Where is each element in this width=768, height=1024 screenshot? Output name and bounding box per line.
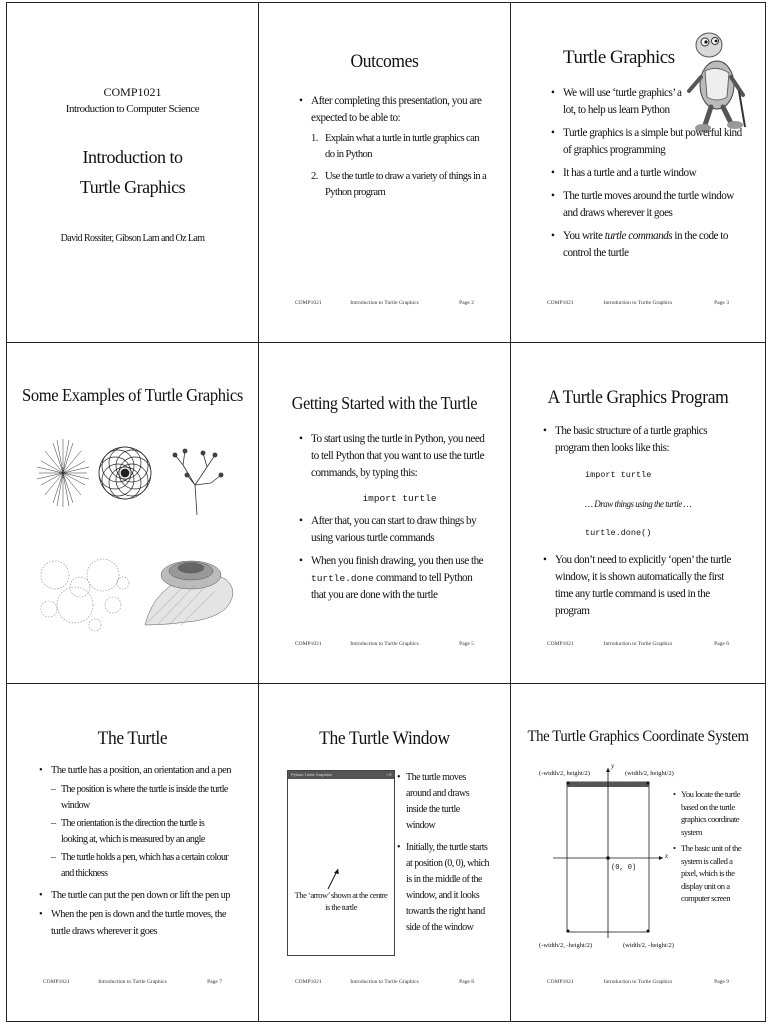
slide9-bullets: [673, 788, 745, 911]
slide3-bullets: [551, 85, 743, 268]
coord-label-top-right: (width/2, height/2): [625, 770, 674, 777]
coord-label-bottom-left: (-width/2, -height/2): [539, 942, 593, 949]
slide6-middle-text: … Draw things using the turtle …: [585, 499, 692, 509]
slide7-bullet: [39, 906, 232, 940]
slide1-authors: David Rossiter, Gibson Lam and Oz Lam: [60, 233, 205, 244]
slide5-code: import turtle: [362, 493, 437, 504]
footer-page: Page 6: [714, 641, 729, 647]
slide8-bullet-text: The turtle moves around and draws inside the turtle window: [406, 772, 470, 831]
footer-course: COMP1021: [295, 300, 322, 306]
slide1-title-line1: Introduction to: [82, 147, 183, 167]
slide-1: [6, 2, 259, 343]
slide3-bullet-text: Turtle graphics is a simple but powerful kind of graphics programming: [563, 127, 742, 156]
turtle-window-title: Python Turtle Graphics: [291, 772, 332, 777]
slide7-sub-item: [51, 816, 232, 847]
slide3-bullet: [551, 188, 743, 222]
slide3-bullet: [551, 125, 743, 159]
slide3-bullet-text: We will use ‘turtle graphics’ a lot, to help us learn Python: [563, 87, 682, 116]
handout-grid: [6, 2, 766, 1022]
slide-8: [258, 683, 511, 1022]
slide5-b3-post: command to tell Python that you are done with the turtle: [311, 572, 473, 601]
footer-page: Page 5: [459, 641, 474, 647]
slide3-b5-em: turtle commands: [604, 230, 673, 242]
slide4-title: Some Examples of Turtle Graphics: [22, 385, 243, 405]
footer-course: COMP1021: [547, 300, 574, 306]
slide5-bullet-text: After that, you can start to draw things by using various turtle commands: [311, 515, 477, 544]
slide5-b3-pre: When you finish drawing, you then use the: [311, 555, 484, 567]
slide6-bullet-text: You don’t need to explicitly ‘open’ the turtle window, it is shown automatically the first time any turtle command is used in the program: [555, 554, 731, 617]
footer-page: Page 8: [459, 979, 474, 985]
slide6-bullet: [543, 552, 741, 620]
fractal-tree: [173, 449, 223, 515]
coord-origin-label: (0, 0): [611, 864, 637, 872]
slide8-title: The Turtle Window: [319, 728, 450, 749]
slide3-bullet: [551, 85, 743, 119]
turtle-examples-illustration: [35, 425, 235, 645]
slide3-title: Turtle Graphics: [563, 47, 675, 68]
slide-7: [6, 683, 259, 1022]
coord-x-axis-label: x: [665, 852, 669, 860]
slide2-title: Outcomes: [350, 51, 419, 72]
slide-5: [258, 342, 511, 684]
slide7-bullet-text: When the pen is down and the turtle moves, the turtle draws wherever it goes: [51, 909, 226, 937]
dotted-circles: [41, 559, 129, 631]
footer-topic: Introduction to Turtle Graphics: [350, 641, 419, 647]
slide5-bullets: [299, 431, 488, 610]
slide2-numbered-list: [311, 131, 488, 201]
slide7-bullets: [39, 762, 232, 946]
slide2-item-number: 1.: [311, 133, 318, 144]
slide9-bullet: [673, 842, 745, 905]
slide5-title: Getting Started with the Turtle: [291, 393, 478, 413]
slide8-bullet: [397, 770, 490, 834]
slide-9: [510, 683, 766, 1022]
coord-label-top-left: (-width/2, height/2): [539, 770, 590, 777]
slide2-item-number: 2.: [311, 171, 318, 182]
slide3-bullet: [551, 165, 743, 182]
circle-rosette: [99, 447, 151, 499]
slide7-sub-item: [51, 850, 232, 881]
footer-topic: Introduction to Turtle Graphics: [603, 979, 673, 985]
slide1-course: COMP1021: [103, 85, 162, 99]
slide2-item: [311, 131, 488, 163]
slide3-b5-post: in the code to control the turtle: [563, 230, 729, 259]
slide8-bullet-text: Initially, the turtle starts at position (0, 0), which is in the middle of the window, and it looks towards the right hand side of the window: [406, 842, 490, 933]
slide-4: [6, 342, 259, 684]
footer-topic: Introduction to Turtle Graphics: [603, 300, 673, 306]
slide2-item-text: Explain what a turtle in turtle graphics can do in Python: [325, 133, 479, 160]
footer-topic: Introduction to Turtle Graphics: [603, 641, 673, 647]
slide8-bullet: [397, 840, 490, 936]
slide3-bullet-text: It has a turtle and a turtle window: [563, 167, 697, 179]
slide5-bullet: [299, 513, 488, 547]
slide5-bullet-text: To start using the turtle in Python, you need to tell Python that you want to use the turtle commands, by typing this:: [311, 433, 485, 479]
coord-y-axis-label: y: [611, 762, 615, 770]
footer-course: COMP1021: [295, 641, 322, 647]
slide3-bullet: [551, 228, 743, 262]
slide2-bullets: [299, 93, 488, 207]
slide7-sub-text: The orientation is the direction the turtle is looking at, which is measured by an angle: [61, 818, 205, 845]
footer-page: Page 3: [714, 300, 729, 306]
slide3-bullet-text: The turtle moves around the turtle window and draws wherever it goes: [563, 190, 734, 219]
slide5-bullet: [299, 553, 488, 604]
slide1-title-line2: Turtle Graphics: [79, 177, 186, 197]
slide-6: [510, 342, 766, 684]
slide9-title: The Turtle Graphics Coordinate System: [527, 728, 749, 745]
slide6-title: A Turtle Graphics Program: [547, 387, 729, 408]
slide7-bullet-text: The turtle has a position, an orientation and a pen: [51, 765, 231, 776]
slide-2: [258, 2, 511, 343]
coordinate-system-diagram: [551, 768, 671, 940]
slide6-bullet-text: The basic structure of a turtle graphics program then looks like this:: [555, 425, 708, 454]
footer-course: COMP1021: [547, 641, 574, 647]
turtle-window-titlebar: [288, 771, 394, 779]
slide3-b5-pre: You write: [563, 230, 605, 242]
footer-course: COMP1021: [43, 979, 70, 985]
slide6-code-done: turtle.done(): [585, 528, 652, 538]
slide2-item: [311, 169, 488, 201]
slide7-bullet-text: The turtle can put the pen down or lift the pen up: [51, 890, 231, 901]
slide9-bullet-text: The basic unit of the system is called a pixel, which is the display unit on a computer screen: [681, 843, 742, 903]
slide9-bullet-text: You locate the turtle based on the turtle graphics coordinate system: [681, 789, 741, 837]
footer-page: Page 9: [714, 979, 729, 985]
slide2-bullet: [299, 93, 488, 201]
footer-topic: Introduction to Turtle Graphics: [350, 300, 419, 306]
turtle-window-caption: The ‘arrow’ shown at the centre is the turtle: [294, 890, 388, 912]
slide5-bullet: [299, 431, 488, 507]
footer-topic: Introduction to Turtle Graphics: [350, 979, 419, 985]
footer-page: Page 2: [459, 300, 474, 306]
slide6-code-import: import turtle: [585, 470, 652, 480]
slide8-bullets: [397, 770, 490, 942]
footer-course: COMP1021: [295, 979, 322, 985]
slide6-bullet: [543, 423, 741, 542]
slide7-sub-text: The turtle holds a pen, which has a certain colour and thickness: [61, 852, 229, 879]
slide7-sub-item: [51, 782, 232, 813]
slide2-intro: After completing this presentation, you are expected to be able to:: [311, 95, 482, 124]
window-controls-icon: ▫▫✕: [385, 772, 392, 777]
slide5-b3-code: turtle.done: [311, 573, 374, 584]
slide2-item-text: Use the turtle to draw a variety of things in a Python program: [325, 171, 487, 198]
coord-label-bottom-right: (width/2, -height/2): [623, 942, 674, 949]
slide1-subtitle: Introduction to Computer Science: [65, 103, 200, 115]
footer-topic: Introduction to Turtle Graphics: [98, 979, 167, 985]
footer-page: Page 7: [207, 979, 222, 985]
slide7-bullet: [39, 887, 232, 904]
slide7-sub-text: The position is where the turtle is inside the turtle window: [61, 784, 228, 811]
slide7-bullet: [39, 762, 232, 881]
spirograph-star: [37, 439, 89, 507]
3d-spiral: [145, 561, 233, 625]
slide7-sub-list: [51, 782, 232, 881]
slide6-bullets: [543, 423, 741, 626]
turtle-window-mock: [287, 770, 395, 956]
footer-course: COMP1021: [547, 979, 574, 985]
slide-3: [510, 2, 766, 343]
slide9-bullet: [673, 788, 745, 838]
slide7-title: The Turtle: [97, 728, 168, 749]
